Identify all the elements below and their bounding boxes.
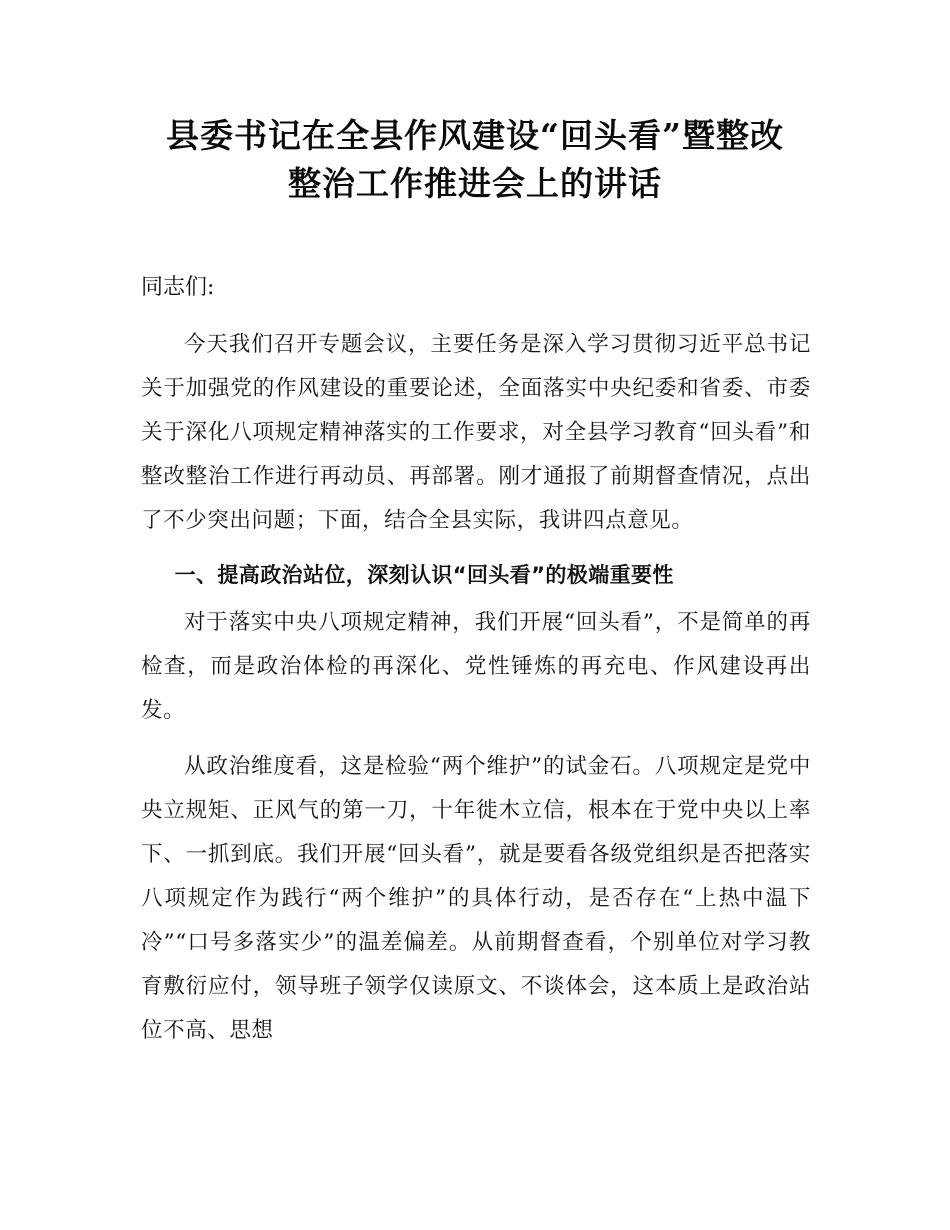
paragraph-intro: 今天我们召开专题会议，主要任务是深入学习贯彻习近平总书记关于加强党的作风建设的重要论述，全面落实中央纪委和省委、市委关于深化八项规定精神落实的工作要求，对全县学习教育“回头看”和整改整治工作进行再动员、再部署。刚才通报了前期督查情况，点出了不少突出问题；下面，结合全县实际，我讲四点意见。 — [141, 332, 811, 533]
salutation: 同志们: — [141, 275, 215, 300]
section-heading-1: 一、提高政治站位，深刻认识“回头看”的极端重要性 — [174, 563, 674, 587]
paragraph-review-meaning: 对于落实中央八项规定精神，我们开展“回头看”，不是简单的再检查，而是政治体检的再深化、党性锤炼的再充电、作风建设再出发。 — [141, 610, 811, 723]
document-body — [141, 266, 811, 1053]
title-line-2: 整治工作推进会上的讲话 — [288, 164, 662, 203]
document-title — [60, 112, 890, 208]
title-line-1: 县委书记在全县作风建设“回头看”暨整改 — [166, 116, 784, 155]
paragraph-political-dimension: 从政治维度看，这是检验“两个维护”的试金石。八项规定是党中央立规矩、正风气的第一刀，十年徙木立信，根本在于党中央以上率下、一抓到底。我们开展“回头看”，就是要看各级党组织是否把落实八项规定作为践行“两个维护”的具体行动，是否存在“上热中温下冷”“口号多落实少”的温差偏差。从前期督查看，个别单位对学习教育敷衍应付，领导班子领学仅读原文、不谈体会，这本质上是政治站位不高、思想 — [141, 754, 811, 1043]
